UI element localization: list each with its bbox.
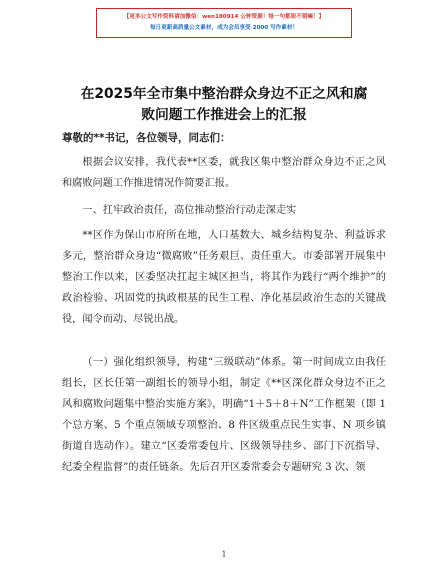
greeting: 尊敬的**书记，各位领导，同志们： xyxy=(62,132,231,144)
paragraph-subsection-1: （一）强化组织领导，构建“三级联动”体系。第一时间成立由我任组长，区长任第一副组长的领导小组，制定《**区深化群众身边不正之风和腐败问题集中整治实施方案》，明确“1＋5＋8＋N”工作框架（即 1 个总方案、5 个重点领域专项整治、8 件区级重点民生实事、N 项乡镇街道自选动作）。建立“区委常委包片、区级领导挂乡、部门下沉指导、纪委全程监督”的责任链条。先后召开区委常委会专题研究 3 次、领 xyxy=(62,357,386,473)
section-heading-1: 一、扛牢政治责任，高位推动整治行动走深走实 xyxy=(82,205,297,216)
title-line-1: 在2025年全市集中整治群众身边不正之风和腐 xyxy=(80,86,368,102)
promo-banner xyxy=(96,8,352,38)
title-line-2: 败问题工作推进会上的汇报 xyxy=(141,107,307,123)
banner-line-2: 每日更新高质量公文素材，成为会员享受 2000 写作素材！ xyxy=(149,25,299,31)
paragraph-intro: 根据会议安排，我代表**区委，就我区集中整治群众身边不正之风和腐败问题工作推进情况作简要汇报。 xyxy=(62,157,386,189)
banner-line-1: 【更多公文写作资料请加微信：wen180914 公钟资源！每一句都原不错嘛！】 xyxy=(123,14,325,20)
page-number: 1 xyxy=(221,550,227,559)
document-title xyxy=(62,84,386,126)
paragraph-background: **区作为保山市府所在地，人口基数大、城乡结构复杂、利益诉求多元，整治群众身边“微腐败”任务艰巨、责任重大。市委部署开展集中整治工作以来，区委坚决扛起主城区担当，将其作为践行“两个维护”的政治检验、巩固党的执政根基的民生工程、净化基层政治生态的关键战役，闻令而动、尽锐出战。 xyxy=(62,230,386,325)
